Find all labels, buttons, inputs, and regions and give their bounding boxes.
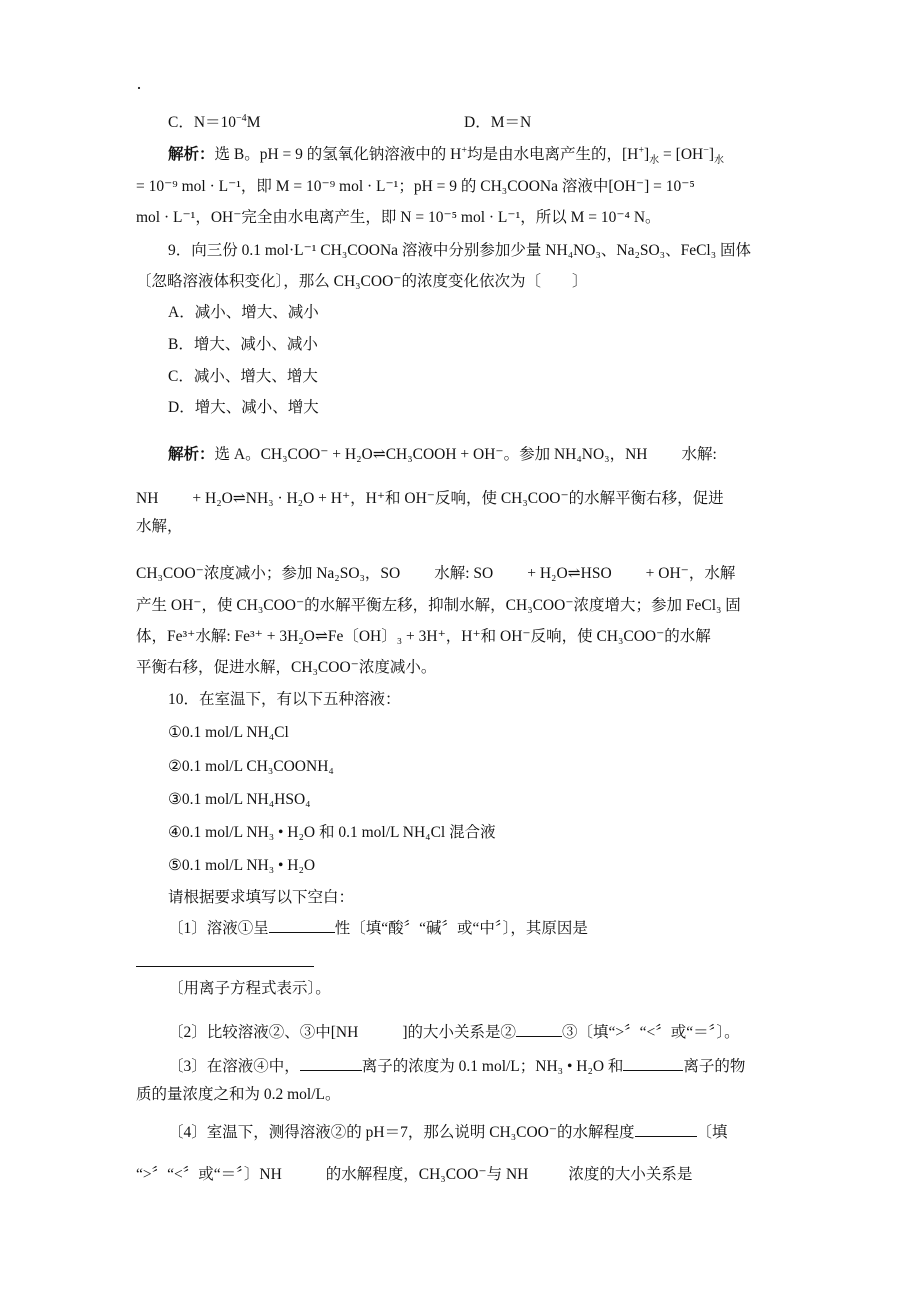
question-10-part-4-line-1: 〔4〕室温下，测得溶液②的 pH＝7，那么说明 CH₃COO⁻的水解程度 〔填 xyxy=(168,1124,728,1141)
answer-blank[interactable] xyxy=(516,1022,562,1037)
question-10-part-2: 〔2〕比较溶液②、③中[NH ]的大小关系是② ③〔填“>〞“<〞或“＝〞〕。 xyxy=(168,1024,740,1041)
analysis-9-line-3: 水解， xyxy=(136,518,183,535)
question-9-option-a: A．减小、增大、减小 xyxy=(168,304,319,321)
analysis-8-line-3: mol · L⁻¹，OH⁻完全由水电离产生，即 N = 10⁻⁵ mol · L⁻¹，所以 M = 10⁻⁴ N。 xyxy=(136,209,661,226)
solution-2: ②0.1 mol/L CH₃COONH₄ xyxy=(168,758,334,775)
question-10-part-1: 〔1〕溶液①呈 性〔填“酸〞“碱〞或“中〞〕，其原因是 xyxy=(168,920,588,937)
question-9-stem-2: 〔忽略溶液体积变化〕，那么 CH₃COO⁻的浓度变化依次为〔 〕 xyxy=(136,273,588,290)
solution-5: ⑤0.1 mol/L NH₃ • H₂O xyxy=(168,857,316,874)
analysis-9-line-7: 平衡右移，促进水解，CH₃COO⁻浓度减小。 xyxy=(136,659,437,676)
analysis-9-line-6: 体，Fe³⁺水解: Fe³⁺ + 3H₂O⇌Fe〔OH〕₃ + 3H⁺，H⁺和 OH⁻反响，使 CH₃COO⁻的水解 xyxy=(136,628,711,645)
option-d: D．M＝N xyxy=(464,114,532,131)
analysis-8-line-2: = 10⁻⁹ mol · L⁻¹，即 M = 10⁻⁹ mol · L⁻¹；pH = 9 的 CH₃COONa 溶液中[OH⁻] = 10⁻⁵ xyxy=(136,178,695,195)
question-10-title: 10．在室温下，有以下五种溶液： xyxy=(168,691,401,708)
answer-blank[interactable] xyxy=(623,1056,683,1071)
solution-4: ④0.1 mol/L NH₃ • H₂O 和 0.1 mol/L NH₄Cl 混合液 xyxy=(168,824,496,841)
question-9-option-d: D．增大、减小、增大 xyxy=(168,399,319,416)
solution-3: ③0.1 mol/L NH₄HSO₄ xyxy=(168,791,311,808)
analysis-8-line-1: 解析：选 B。pH = 9 的氢氧化钠溶液中的 H+均是由水电离产生的，$[H^+]_水 = [OH^-]_水$ xyxy=(168,144,725,167)
analysis-9-line-4: CH₃COO⁻浓度减小；参加 Na₂SO₃，SO 水解: SO + H₂O⇌HSO + OH⁻，水解 xyxy=(136,565,736,582)
option-c: C．$N=10^{-4}M$ xyxy=(168,112,261,131)
question-10-part-3-line-1: 〔3〕在溶液④中， 离子的浓度为 0.1 mol/L；NH₃ • H₂O 和 离子的物 xyxy=(168,1058,746,1075)
answer-blank[interactable] xyxy=(269,918,335,933)
answer-blank[interactable] xyxy=(635,1122,697,1137)
analysis-9-line-5: 产生 OH⁻，使 CH₃COO⁻的水解平衡左移，抑制水解，CH₃COO⁻浓度增大；参加 FeCl₃ 固 xyxy=(136,597,741,614)
question-10-part-4-line-2: “>〞“<〞或“＝〞〕NH 的水解程度，CH₃COO⁻与 NH 浓度的大小关系是 xyxy=(136,1166,693,1183)
answer-line[interactable] xyxy=(136,966,314,967)
answer-blank[interactable] xyxy=(300,1056,362,1071)
question-9-stem-1: 9．向三份 0.1 mol·L⁻¹ CH₃COONa 溶液中分别参加少量 NH₄NO₃、Na₂SO₃、FeCl₃ 固体 xyxy=(168,242,752,259)
question-9-option-c: C．减小、增大、增大 xyxy=(168,368,318,385)
analysis-9-line-2: NH + H₂O⇌NH₃ · H₂O + H⁺，H⁺和 OH⁻反响，使 CH₃COO⁻的水解平衡右移，促进 xyxy=(136,490,724,507)
question-10-instruction: 请根据要求填写以下空白： xyxy=(168,889,355,906)
question-9-option-b: B．增大、减小、减小 xyxy=(168,336,318,353)
analysis-9-line-1: 解析：选 A。CH₃COO⁻ + H₂O⇌CH₃COOH + OH⁻。参加 NH₄NO₃，NH 水解: xyxy=(168,446,717,463)
question-10-part-1-note: 〔用离子方程式表示〕。 xyxy=(168,980,331,997)
solution-1: ①0.1 mol/L NH₄Cl xyxy=(168,724,289,741)
question-10-part-3-line-2: 质的量浓度之和为 0.2 mol/L。 xyxy=(136,1086,341,1103)
stray-dot: · xyxy=(136,78,142,98)
